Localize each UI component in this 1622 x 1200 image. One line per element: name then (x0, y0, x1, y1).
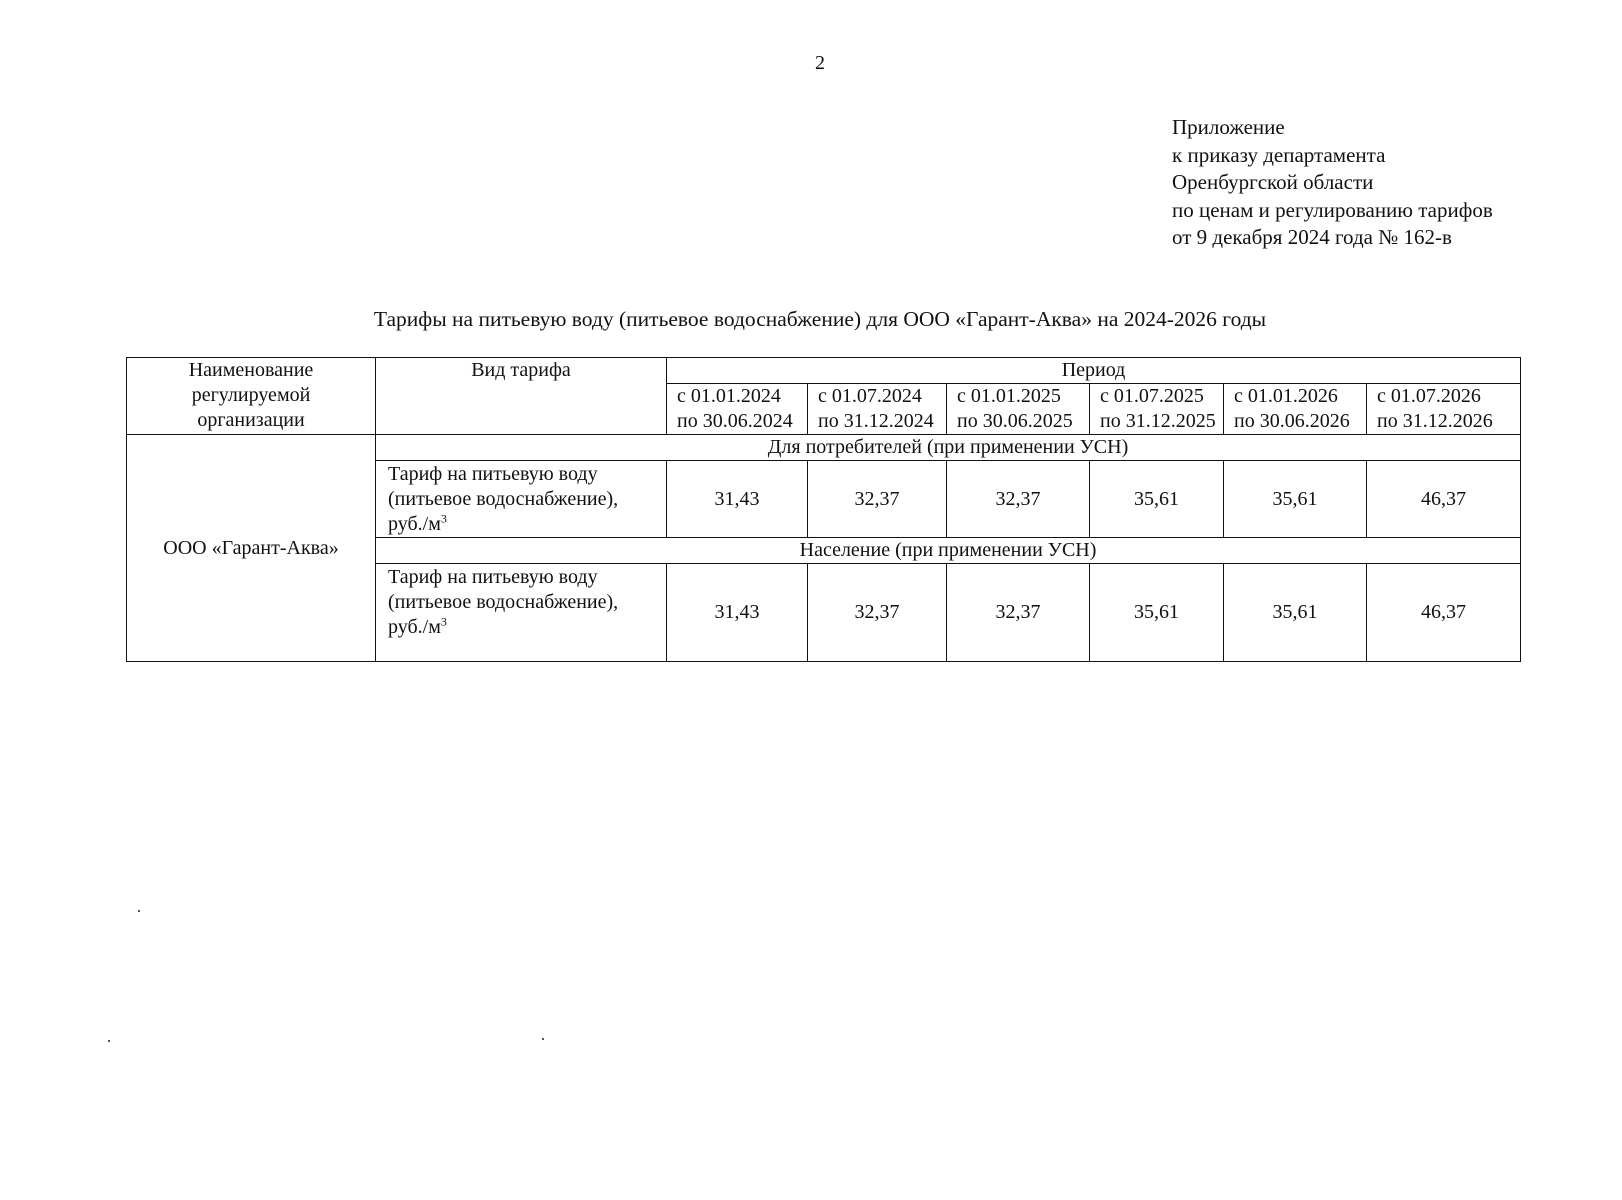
tariff-unit-exponent: 3 (440, 614, 447, 629)
period-1 (667, 384, 808, 435)
tariff-value: 32,37 (808, 564, 947, 662)
header-text: регулируемой (191, 384, 311, 406)
tariff-type-line: (питьевое водоснабжение), (388, 591, 619, 613)
header-tariff-type: Вид тарифа (376, 358, 667, 435)
header-organization (127, 358, 376, 435)
period-from: с 01.01.2024 (677, 385, 781, 407)
header-text: Наименование (188, 359, 314, 381)
tariff-type (376, 461, 667, 538)
tariff-value: 32,37 (947, 461, 1090, 538)
tariff-type-line: Тариф на питьевую воду (388, 566, 598, 588)
tariff-type-line: (питьевое водоснабжение), (388, 488, 619, 510)
period-4 (1090, 384, 1224, 435)
tariff-value: 31,43 (667, 461, 808, 538)
period-to: по 31.12.2026 (1377, 410, 1493, 432)
section-label: Население (при применении УСН) (376, 538, 1521, 564)
period-from: с 01.07.2025 (1100, 385, 1204, 407)
tariff-type-line (388, 512, 666, 537)
document-title: Тарифы на питьевую воду (питьевое водоснабжение) для ООО «Гарант-Аква» на 2024-2026 годы (373, 307, 1267, 331)
tariff-value: 32,37 (947, 564, 1090, 662)
period-5 (1224, 384, 1367, 435)
period-to: по 30.06.2026 (1234, 410, 1350, 432)
period-2 (808, 384, 947, 435)
tariff-value: 46,37 (1367, 564, 1521, 662)
period-from: с 01.07.2026 (1377, 385, 1481, 407)
period-from: с 01.07.2024 (818, 385, 922, 407)
scan-speck (542, 1038, 544, 1040)
tariff-unit: руб./м (388, 513, 441, 535)
period-3 (947, 384, 1090, 435)
tariff-value: 35,61 (1224, 564, 1367, 662)
period-6 (1367, 384, 1521, 435)
period-to: по 31.12.2025 (1100, 410, 1216, 432)
page-number: 2 (815, 52, 825, 74)
period-to: по 31.12.2024 (818, 410, 934, 432)
period-to: по 30.06.2024 (677, 410, 793, 432)
tariff-value: 35,61 (1090, 461, 1224, 538)
appendix-line: к приказу департамента (1172, 142, 1386, 167)
appendix-block (1172, 114, 1493, 252)
scan-speck (138, 910, 140, 912)
tariff-type-line: Тариф на питьевую воду (388, 463, 598, 485)
tariff-value: 31,43 (667, 564, 808, 662)
period-from: с 01.01.2025 (957, 385, 1061, 407)
tariff-value: 35,61 (1090, 564, 1224, 662)
period-to: по 30.06.2025 (957, 410, 1073, 432)
appendix-line: по ценам и регулированию тарифов (1172, 197, 1493, 222)
tariff-unit: руб./м (388, 616, 441, 638)
period-from: с 01.01.2026 (1234, 385, 1338, 407)
appendix-line: от 9 декабря 2024 года № 162-в (1172, 225, 1452, 249)
tariff-type-line (388, 615, 666, 640)
tariff-type (376, 564, 667, 662)
tariff-table (126, 357, 1521, 662)
tariff-value: 46,37 (1367, 461, 1521, 538)
tariff-value: 32,37 (808, 461, 947, 538)
header-period: Период (667, 358, 1521, 384)
header-text: организации (197, 409, 305, 431)
section-label: Для потребителей (при применении УСН) (376, 435, 1521, 461)
tariff-value: 35,61 (1224, 461, 1367, 538)
table-header-row (127, 358, 1521, 384)
section-row (127, 435, 1521, 461)
organization-name: ООО «Гарант-Аква» (127, 435, 376, 662)
appendix-line: Приложение (1172, 115, 1285, 139)
scan-speck (108, 1040, 110, 1042)
tariff-unit-exponent: 3 (440, 511, 447, 526)
appendix-line: Оренбургской области (1172, 170, 1374, 194)
